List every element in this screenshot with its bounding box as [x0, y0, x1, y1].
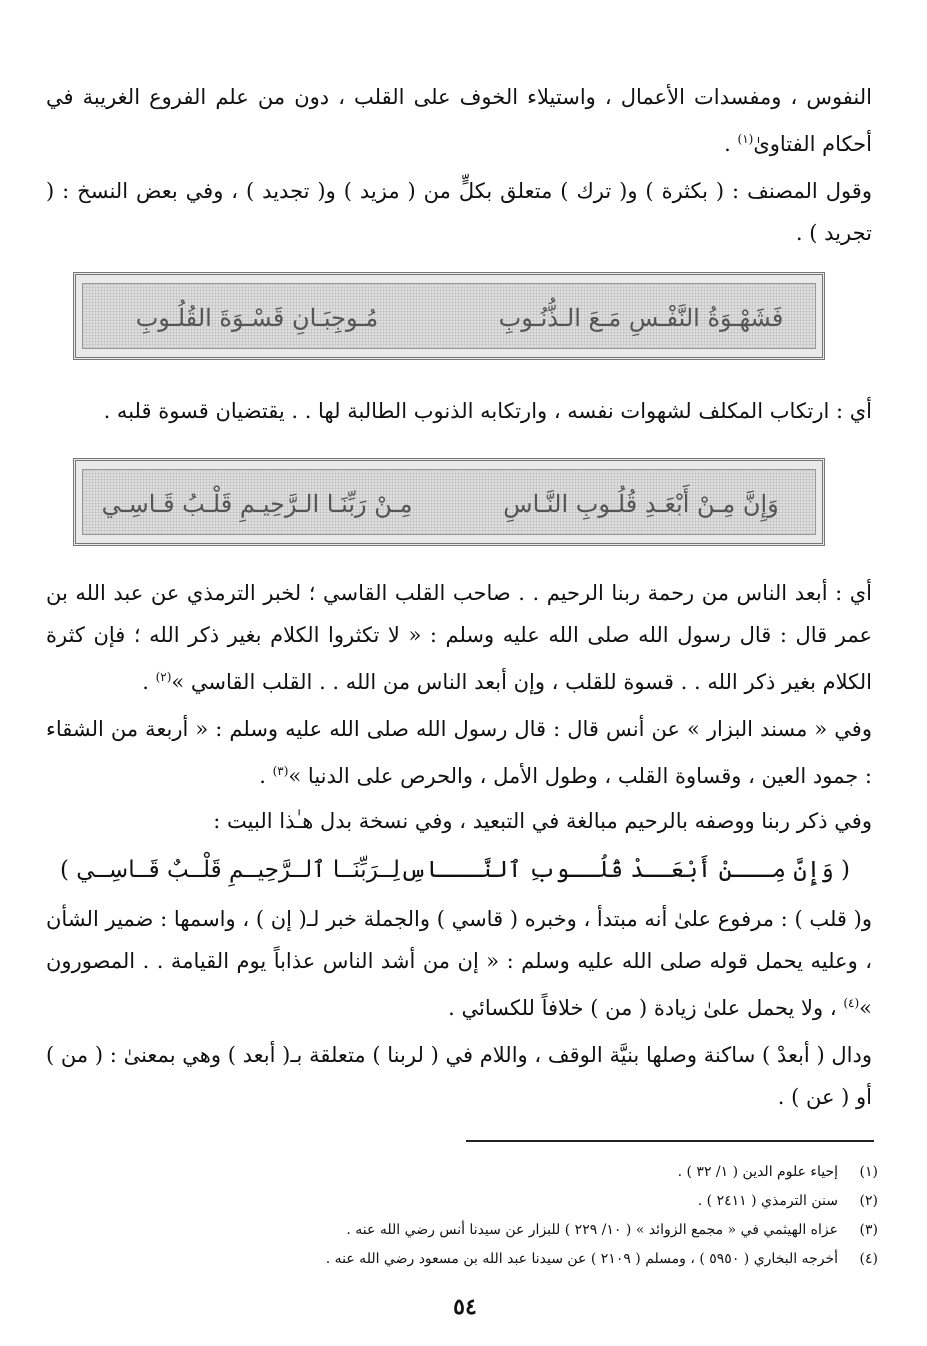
paragraph-1: النفوس ، ومفسدات الأعمال ، واستيلاء الخوف على القلب ، دون من علم الفروع الغريبة في أحكام الفتاوىٰ$^{(١)}$ . [46, 85, 872, 156]
paragraph-5: وفي « مسند البزار » عن أنس قال : قال رسول الله صلى الله عليه وسلم : « أربعة من الشقاء : جمود العين ، وقساوة القلب ، وطول الأمل ، والحرص على الدنيا »$^{(٣)}$ . [46, 717, 872, 788]
footnotes [200, 1158, 878, 1274]
verse-1-first-hemistich: فَشَهْـوَةُ النَّفْـسِ مَـعَ الـذُّنُـوبِ [498, 304, 784, 332]
verse-3-line [60, 848, 850, 892]
footnote-number: (٢) [859, 1193, 878, 1209]
verse-frame-1 [73, 272, 825, 360]
verse-2-first-hemistich: وَإِنَّ مِـنْ أَبْعَـدِ قُلُـوبِ النَّـاسِ [503, 490, 779, 518]
footnote-number: (٣) [859, 1222, 878, 1238]
paragraph-4: أي : أبعد الناس من رحمة ربنا الرحيم . . صاحب القلب القاسي ؛ لخبر الترمذي عن عبد الله بن عمر قال : قال رسول الله صلى الله عليه وسلم : « لا تكثروا الكلام بغير ذكر الله ؛ فإن كثرة الكلام بغير ذكر الله . . قسوة للقلب ، وإن أبعد الناس من الله . . القلب القاسي »$^{(٢)}$ . [46, 581, 872, 694]
verse-3-first-hemistich: ( وَإِنَّ مِـــنْ أَبْعَــدْ قُلُــوبِ ٱلنَّـــاسِ [400, 857, 850, 883]
footnote-ref-2[interactable]: (٢) [155, 670, 172, 684]
footnote-number: (١) [859, 1164, 878, 1180]
footnote-ref-1[interactable]: (١) [737, 132, 754, 146]
footnote-text: سنن الترمذي ( ٢٤١١ ) . [697, 1193, 838, 1209]
footnote-item [200, 1187, 878, 1216]
paragraph-8: ودال ( أبعدْ ) ساكنة وصلها بنيَّة الوقف ، واللام في ( لربنا ) متعلقة بـ( أبعد ) وهي بمعنىٰ : ( من ) أو ( عن ) . [46, 1043, 872, 1109]
verse-2-second-hemistich: مِـنْ رَبِّنَـا الـرَّحِيـمِ قَلْـبُ قَـاسِـي [101, 490, 413, 518]
footnote-separator [466, 1140, 874, 1142]
footnote-item [200, 1245, 878, 1274]
paragraph-3: أي : ارتكاب المكلف لشهوات نفسه ، وارتكابه الذنوب الطالبة لها . . يقتضيان قسوة قلبه . [103, 399, 872, 423]
footnote-text: إحياء علوم الدين ( ١/ ٣٢ ) . [677, 1164, 838, 1180]
footnote-text: أخرجه البخاري ( ٥٩٥٠ ) ، ومسلم ( ٢١٠٩ ) عن سيدنا عبد الله بن مسعود رضي الله عنه . [325, 1251, 838, 1267]
page-number: ٥٤ [453, 1294, 477, 1320]
footnote-ref-3[interactable]: (٣) [272, 764, 289, 778]
footnote-item [200, 1158, 878, 1187]
footnote-number: (٤) [859, 1251, 878, 1267]
footnote-item [200, 1216, 878, 1245]
paragraph-6: وفي ذكر ربنا ووصفه بالرحيم مبالغة في التبعيد ، وفي نسخة بدل هـٰذا البيت : [213, 809, 872, 833]
verse-frame-2 [73, 458, 825, 546]
paragraph-2: وقول المصنف : ( بكثرة ) و( ترك ) متعلق بكلٍّ من ( مزيد ) و( تجديد ) ، وفي بعض النسخ : ( تجريد ) . [46, 179, 872, 245]
verse-1-second-hemistich: مُـوجِبَـانِ قَسْـوَةَ القُلُـوبِ [135, 304, 379, 332]
verse-3-second-hemistich: لِــرَبِّنَــا ٱلــرَّحِيــمِ قَلْــبٌ قَــاسِــي ) [60, 857, 400, 883]
footnote-text: عزاه الهيثمي في « مجمع الزوائد » ( ١٠/ ٢٢٩ ) للبزار عن سيدنا أنس رضي الله عنه . [346, 1222, 838, 1238]
footnote-ref-4[interactable]: (٤) [843, 996, 860, 1010]
paragraph-7: و( قلب ) : مرفوع علىٰ أنه مبتدأ ، وخبره ( قاسي ) والجملة خبر لـ( إن ) ، واسمها : ضمير الشأن ، وعليه يحمل قوله صلى الله عليه وسلم : « إن من أشد الناس عذاباً يوم القيامة . . المصورون »$^{(٤)}$ ، ولا يحمل علىٰ زيادة ( من ) خلافاً للكسائي . [46, 907, 872, 1020]
